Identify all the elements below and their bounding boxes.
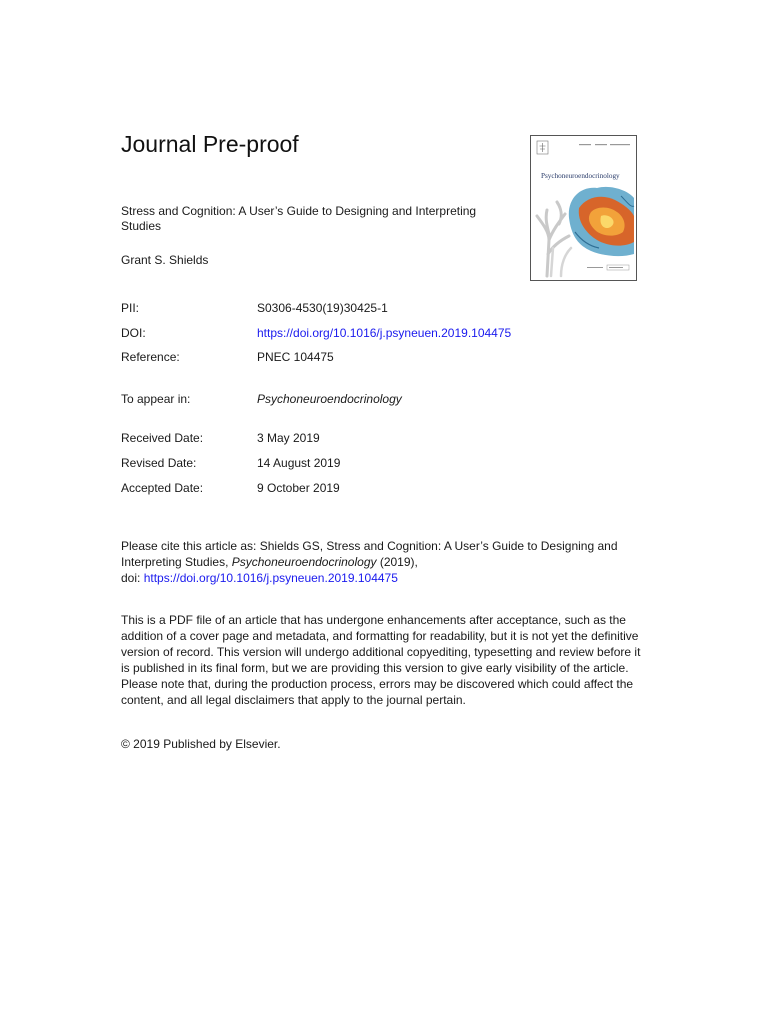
citation-year: (2019), [376, 555, 418, 569]
citation-doi-link[interactable]: https://doi.org/10.1016/j.psyneuen.2019.104475 [143, 571, 398, 585]
article-title: Stress and Cognition: A User’s Guide to Designing and Interpreting Studies [121, 204, 477, 233]
journal-preproof-heading: Journal Pre-proof [121, 131, 299, 157]
doi-link[interactable]: https://doi.org/10.1016/j.psyneuen.2019.104475 [257, 326, 512, 340]
journal-cover-thumbnail [530, 135, 637, 281]
received-value: 3 May 2019 [257, 431, 320, 445]
preproof-disclaimer: This is a PDF file of an article that has undergone enhancements after acceptance, such as the addition of a cover page and metadata, and formatting for readability, but it is not yet the definitive version of record. This version will undergo additional copyediting, typesetting and review before it is published in its final form, but we are providing this version to give early visibility of the article. Please note that, during the production process, errors may be discovered which could affect the content, and all legal disclaimers that apply to the journal pertain. [121, 613, 641, 707]
accepted-value: 9 October 2019 [257, 481, 340, 495]
citation-text: Please cite this article as: Shields GS, Stress and Cognition: A User’s Guide to Designing and Interpreting Studies, [121, 539, 618, 569]
copyright-notice: © 2019 Published by Elsevier. [121, 737, 281, 751]
to-appear-label: To appear in: [121, 392, 191, 406]
accepted-label: Accepted Date: [121, 481, 204, 495]
citation-block [121, 538, 651, 586]
citation-doi-prefix: doi: [121, 571, 144, 585]
pii-label: PII: [121, 301, 140, 315]
reference-label: Reference: [121, 350, 180, 364]
pii-value: S0306-4530(19)30425-1 [257, 301, 388, 315]
doi-label: DOI: [121, 326, 146, 340]
revised-value: 14 August 2019 [257, 456, 341, 470]
to-appear-journal: Psychoneuroendocrinology [257, 392, 402, 406]
reference-value: PNEC 104475 [257, 350, 334, 364]
revised-label: Revised Date: [121, 456, 197, 470]
cover-journal-title: Psychoneuroendocrinology [541, 172, 620, 180]
article-author: Grant S. Shields [121, 253, 209, 267]
received-label: Received Date: [121, 431, 204, 445]
cover-artwork [531, 136, 637, 281]
citation-journal: Psychoneuroendocrinology [231, 555, 377, 569]
